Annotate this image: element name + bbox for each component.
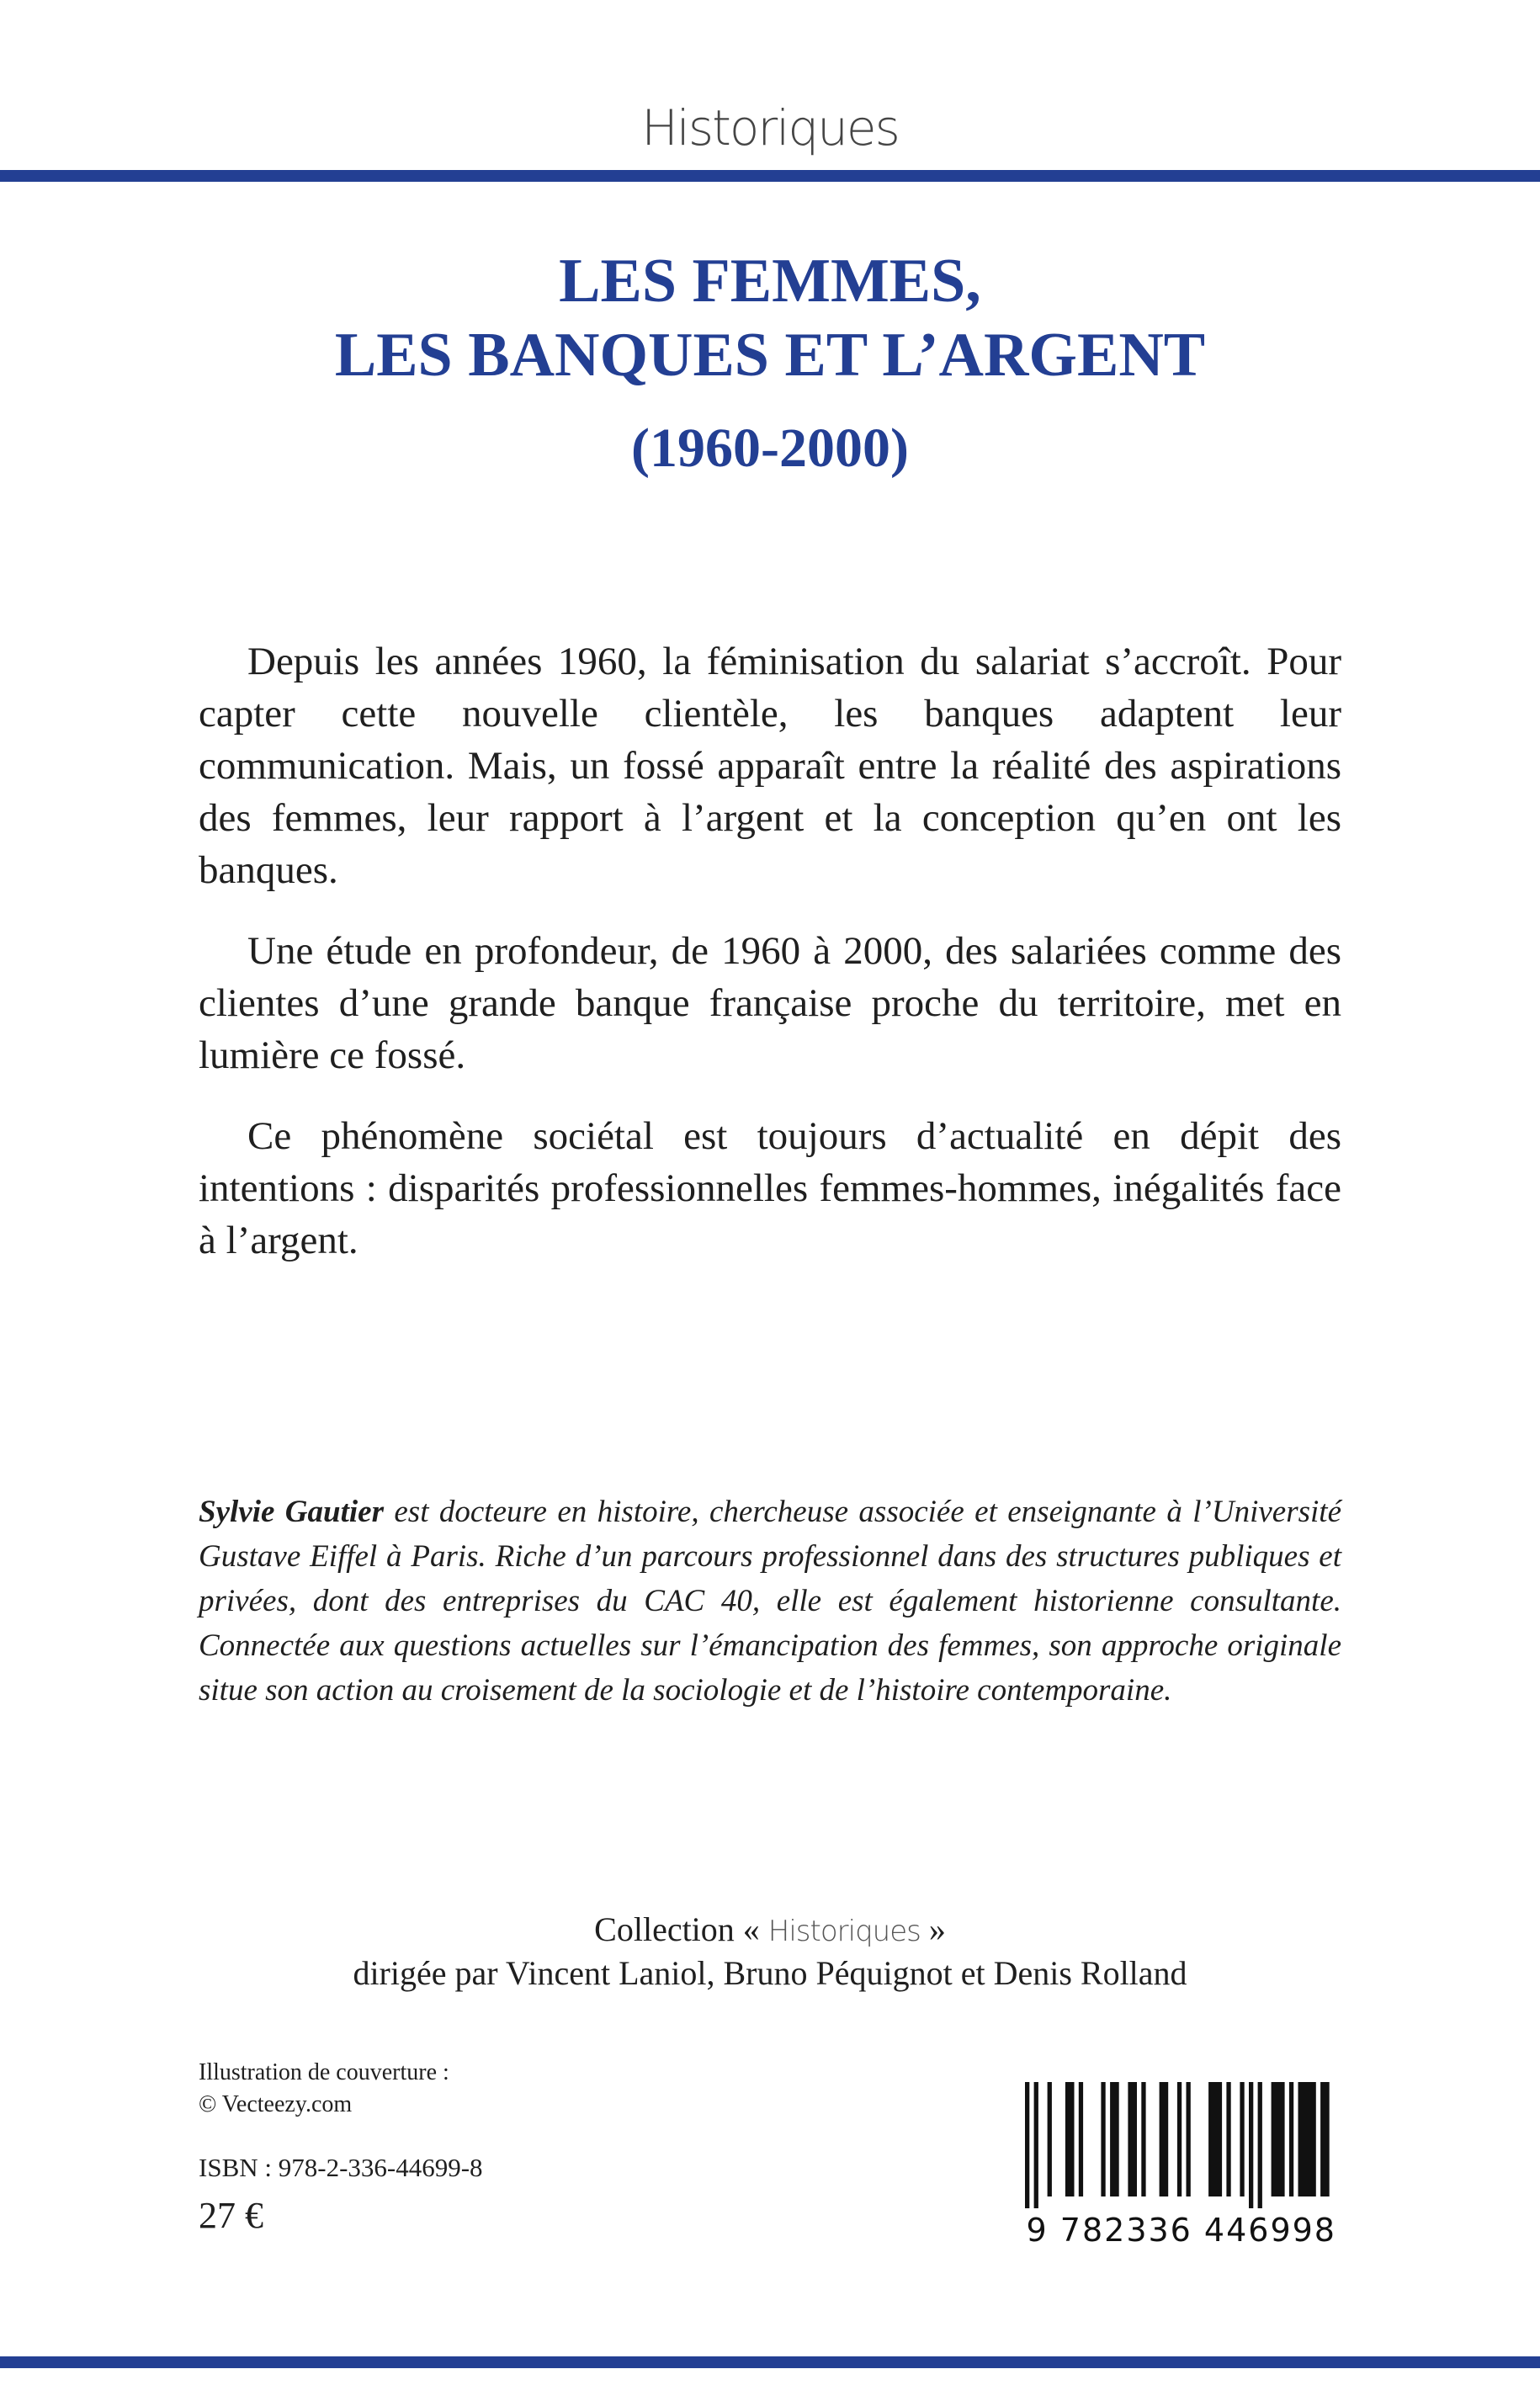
- collection-prefix: Collection «: [594, 1910, 760, 1948]
- collection-directors: dirigée par Vincent Laniol, Bruno Péquignot et Denis Rolland: [353, 1954, 1187, 1992]
- barcode-bar: [1249, 2082, 1253, 2208]
- author-name: Sylvie Gautier: [199, 1495, 384, 1529]
- top-rule: [0, 170, 1540, 182]
- barcode-bar: [1208, 2082, 1222, 2196]
- barcode-bar: [1272, 2082, 1285, 2196]
- book-title: [0, 244, 1540, 481]
- collection-suffix: »: [928, 1910, 946, 1948]
- barcode-bar: [1298, 2082, 1316, 2196]
- collection-line: [0, 1909, 1540, 1952]
- barcode-bar: [1226, 2082, 1230, 2196]
- bottom-rule: [0, 2356, 1540, 2368]
- barcode-bar: [1240, 2082, 1244, 2196]
- collection-info: [0, 1909, 1540, 1995]
- barcode-bar: [1079, 2082, 1083, 2196]
- barcode-bar: [1101, 2082, 1105, 2196]
- isbn: ISBN : 978-2-336-44699-8: [199, 2153, 483, 2182]
- title-line-2: LES BANQUES ET L’ARGENT: [334, 321, 1206, 390]
- barcode-bar: [1320, 2082, 1330, 2196]
- back-cover-blurb: [199, 635, 1341, 1295]
- barcode-bar: [1048, 2082, 1052, 2196]
- barcode-bar: [1110, 2082, 1119, 2196]
- illustration-credit: [199, 2057, 449, 2121]
- barcode-bar: [1065, 2082, 1075, 2196]
- barcode-bar: [1187, 2082, 1191, 2196]
- barcode-bar: [1034, 2082, 1038, 2208]
- barcode-bar: [1160, 2082, 1169, 2196]
- author-bio: [199, 1490, 1341, 1713]
- barcode-bar: [1141, 2082, 1145, 2196]
- blurb-paragraph-3: Ce phénomène sociétal est toujours d’actualité en dépit des intentions : disparités professionnelles femmes-hommes, inégalités face à l’argent.: [199, 1114, 1341, 1262]
- title-line-1: LES FEMMES,: [559, 247, 981, 316]
- barcode-bar: [1289, 2082, 1293, 2196]
- barcode-bar: [1258, 2082, 1262, 2208]
- author-bio-text: est docteure en histoire, chercheuse associée et enseignante à l’Université Gustave Eiffel à Paris. Riche d’un parcours professionnel dans des structures publiques et privées, dont des entreprises du CAC 40, elle est également historienne consultante. Connectée aux questions actuelles sur l’émancipation des femmes, son approche originale situe son action au croisement de la sociologie et de l’histoire contemporaine.: [199, 1495, 1341, 1708]
- barcode-bar: [1025, 2082, 1029, 2208]
- barcode-bar: [1128, 2082, 1137, 2196]
- blurb-paragraph-1: Depuis les années 1960, la féminisation du salariat s’accroît. Pour capter cette nouvelle clientèle, les banques adaptent leur communication. Mais, un fossé apparaît entre la réalité des aspirations des femmes, leur rapport à l’argent et la conception qu’en ont les banques.: [199, 640, 1341, 892]
- series-logo: Historiques: [641, 99, 899, 157]
- barcode-digits: 9 782336 446998: [1026, 2212, 1336, 2249]
- collection-series-name: Historiques: [767, 1915, 921, 1948]
- price: 27 €: [199, 2195, 263, 2236]
- title-period: (1960-2000): [631, 417, 909, 479]
- blurb-paragraph-2: Une étude en profondeur, de 1960 à 2000, des salariées comme des clientes d’une grande banque française proche du territoire, met en lumière ce fossé.: [199, 929, 1341, 1077]
- illustration-source: © Vecteezy.com: [199, 2091, 353, 2117]
- illustration-label: Illustration de couverture :: [199, 2059, 449, 2085]
- barcode-bar: [1177, 2082, 1182, 2196]
